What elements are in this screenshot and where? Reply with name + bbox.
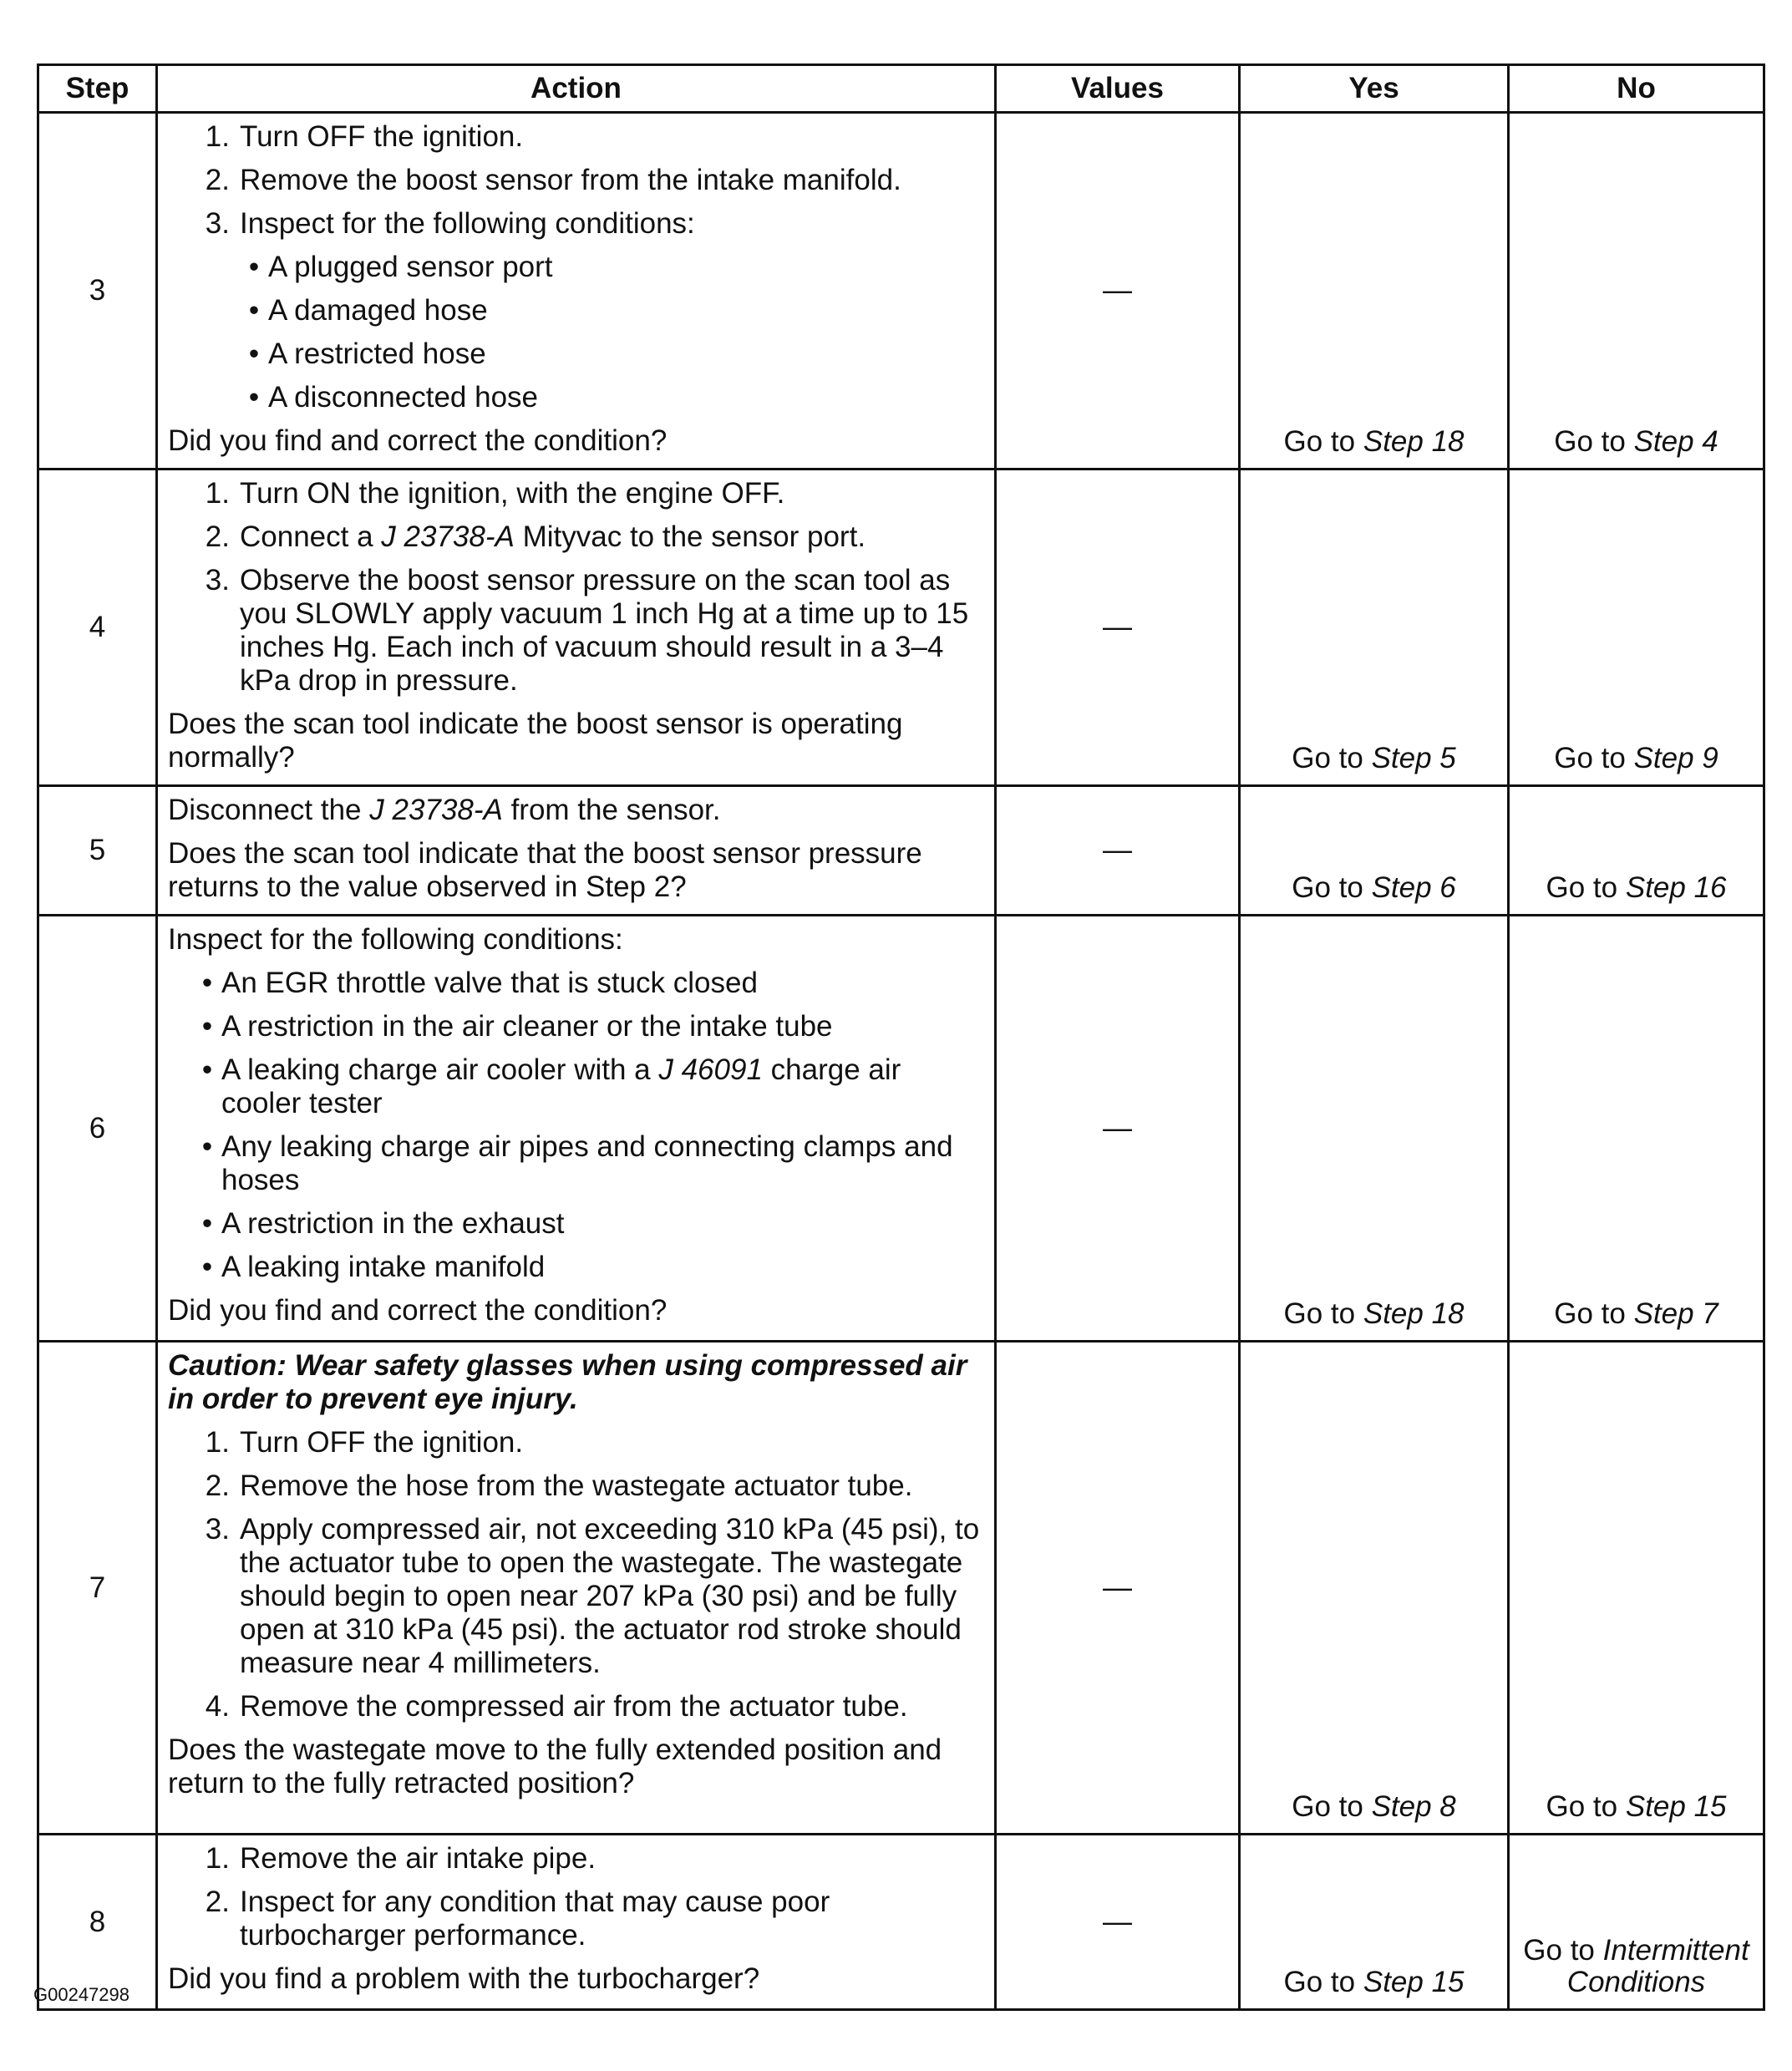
yes-cell: Go to Step 15 [1240, 1835, 1509, 2010]
list-item: 1. Turn OFF the ignition. [205, 1426, 524, 1459]
step-number: 7 [38, 1342, 157, 1835]
no-target: Step 7 [1633, 1297, 1718, 1330]
question-text: Did you find and correct the condition? [168, 424, 668, 457]
figure-id: G00247298 [33, 1984, 129, 2005]
value-cell: — [996, 916, 1240, 1342]
list-item: • A disconnected hose [248, 381, 539, 414]
table-row [38, 1835, 1764, 2010]
question-text: Does the scan tool indicate the boost sensor is operating normally? [168, 708, 903, 774]
list-item: 3. Observe the boost sensor pressure on the scan tool as you SLOWLY apply vacuum 1 inch Hg at a time up to 15 inches Hg. Each inch of vacuum should result in a 3–4 kPa drop in pressure. [205, 564, 969, 697]
list-item: 2. Inspect for any condition that may cause poor turbocharger performance. [205, 1886, 830, 1952]
yes-cell: Go to Step 18 [1240, 916, 1509, 1342]
list-item: • A restriction in the exhaust [201, 1207, 565, 1240]
table-header-row [38, 65, 1764, 113]
list-item: 1. Turn OFF the ignition. [205, 120, 524, 153]
list-item: 2. Remove the hose from the wastegate actuator tube. [205, 1469, 913, 1502]
no-target: Step 15 [1625, 1790, 1727, 1823]
list-item: • A plugged sensor port [248, 251, 553, 283]
intro-text: Inspect for the following conditions: [168, 923, 623, 956]
no-target: Intermittent Conditions [1566, 1934, 1749, 1998]
diagnostic-table [37, 63, 1765, 2011]
list-item: • Any leaking charge air pipes and connecting clamps and hoses [201, 1130, 953, 1196]
no-cell: Go to Step 9 [1509, 470, 1764, 786]
list-item: • A restriction in the air cleaner or the intake tube [201, 1010, 833, 1043]
header-yes: Yes [1240, 65, 1509, 113]
yes-target: Step 15 [1363, 1966, 1465, 1998]
list-item: • A restricted hose [248, 338, 486, 370]
value-cell: — [996, 470, 1240, 786]
yes-cell: Go to Step 8 [1240, 1342, 1509, 1835]
action-cell [157, 1342, 996, 1835]
yes-target: Step 18 [1363, 425, 1465, 458]
step-number: 5 [38, 786, 157, 916]
tool-ref: J 23738-A [381, 520, 515, 553]
question-text: Does the wastegate move to the fully extended position and return to the fully retracted position? [168, 1733, 942, 1799]
action-line: Disconnect the J 23738-A from the sensor. [168, 794, 721, 826]
action-cell [157, 470, 996, 786]
no-cell: Go to Step 7 [1509, 916, 1764, 1342]
step-number: 6 [38, 916, 157, 1342]
yes-cell: Go to Step 18 [1240, 113, 1509, 470]
action-cell [157, 1835, 996, 2010]
yes-target: Step 18 [1363, 1297, 1465, 1330]
no-cell: Go to Step 15 [1509, 1342, 1764, 1835]
action-cell [157, 113, 996, 470]
list-item: 3. Apply compressed air, not exceeding 310 kPa (45 psi), to the actuator tube to open the wastegate. The wastegate should begin to open near 207 kPa (30 psi) and be fully open at 310 kPa (45 psi). the actuator rod stroke should measure near 4 millimeters. [205, 1513, 980, 1679]
list-item: • A damaged hose [248, 294, 488, 327]
list-item: • A leaking intake manifold [201, 1251, 546, 1283]
diagnostic-table-container [37, 63, 1763, 2011]
list-item: • An EGR throttle valve that is stuck closed [201, 967, 758, 999]
value-cell: — [996, 786, 1240, 916]
step-number: 8 [38, 1835, 157, 2010]
no-cell: Go to Intermittent Conditions [1509, 1835, 1764, 2010]
value-cell: — [996, 1835, 1240, 2010]
tool-ref: J 46091 [658, 1053, 763, 1086]
table-row [38, 470, 1764, 786]
table-row [38, 1342, 1764, 1835]
no-target: Step 4 [1633, 425, 1718, 458]
value-cell: — [996, 113, 1240, 470]
list-item: 2. Connect a J 23738-A Mityvac to the sensor port. [205, 520, 866, 553]
yes-target: Step 6 [1371, 871, 1456, 904]
yes-target: Step 8 [1371, 1790, 1456, 1823]
table-row [38, 113, 1764, 470]
list-item: 1. Remove the air intake pipe. [205, 1842, 596, 1875]
no-cell: Go to Step 4 [1509, 113, 1764, 470]
table-row [38, 916, 1764, 1342]
yes-cell: Go to Step 5 [1240, 470, 1509, 786]
list-item: 1. Turn ON the ignition, with the engine OFF. [205, 477, 785, 510]
question-text: Did you find and correct the condition? [168, 1294, 668, 1327]
question-text: Did you find a problem with the turbocharger? [168, 1962, 760, 1995]
list-item: 3. Inspect for the following conditions: [205, 207, 695, 240]
header-action: Action [157, 65, 996, 113]
no-cell: Go to Step 16 [1509, 786, 1764, 916]
step-number: 4 [38, 470, 157, 786]
step-number: 3 [38, 113, 157, 470]
list-item: 2. Remove the boost sensor from the intake manifold. [205, 164, 901, 196]
value-cell: — [996, 1342, 1240, 1835]
question-text: Does the scan tool indicate that the boost sensor pressure returns to the value observed in Step 2? [168, 837, 922, 903]
tool-ref: J 23738-A [369, 794, 503, 826]
yes-cell: Go to Step 6 [1240, 786, 1509, 916]
no-target: Step 16 [1625, 871, 1727, 904]
header-step: Step [38, 65, 157, 113]
action-cell [157, 786, 996, 916]
list-item: • A leaking charge air cooler with a J 46091 charge air cooler tester [201, 1053, 901, 1119]
caution-text: Caution: Wear safety glasses when using compressed air in order to prevent eye injury. [168, 1349, 967, 1415]
header-no: No [1509, 65, 1764, 113]
action-cell [157, 916, 996, 1342]
table-row [38, 786, 1764, 916]
header-values: Values [996, 65, 1240, 113]
no-target: Step 9 [1633, 742, 1718, 774]
list-item: 4. Remove the compressed air from the actuator tube. [205, 1690, 908, 1723]
yes-target: Step 5 [1371, 742, 1456, 774]
